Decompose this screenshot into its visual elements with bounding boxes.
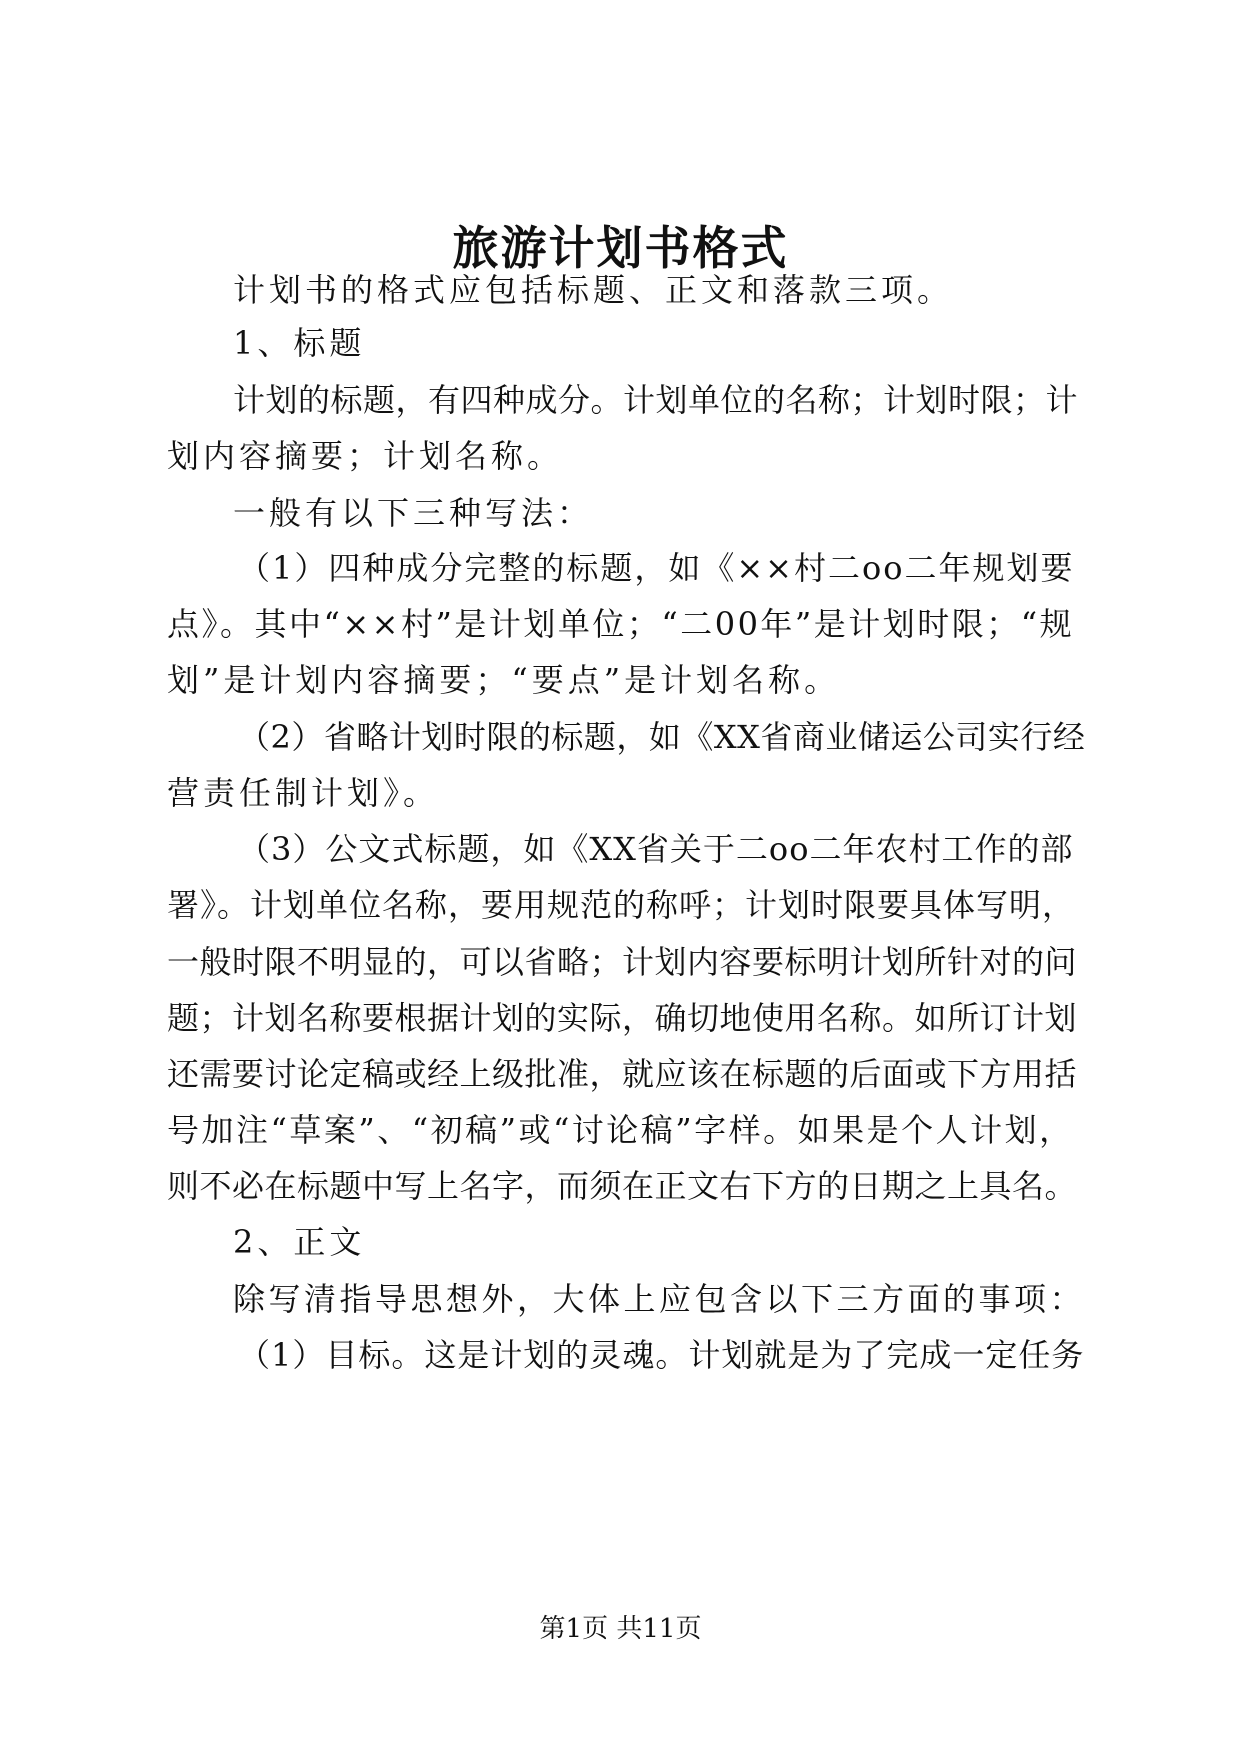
paragraph-line: 划内容摘要；计划名称。 — [167, 437, 564, 475]
paragraph-line: （2）省略计划时限的标题，如《XX省商业储运公司实行经 — [238, 718, 1086, 756]
paragraph-line: 营责任制计划》。 — [167, 774, 440, 812]
paragraph-line: 署》。计划单位名称，要用规范的称呼；计划时限要具体写明， — [167, 886, 1076, 924]
paragraph-line: 除写清指导思想外，大体上应包含以下三方面的事项： — [233, 1280, 1086, 1318]
paragraph-line: （1）四种成分完整的标题，如《××村二oo二年规划要 — [238, 549, 1075, 587]
paragraph-line: 划”是计划内容摘要；“要点”是计划名称。 — [167, 661, 841, 699]
paragraph-line: （1）目标。这是计划的灵魂。计划就是为了完成一定任务 — [238, 1336, 1085, 1374]
paragraph-line: 一般时限不明显的，可以省略；计划内容要标明计划所针对的问 — [167, 943, 1078, 981]
paragraph-line: 计划书的格式应包括标题、正文和落款三项。 — [233, 271, 954, 309]
paragraph-line: 点》。其中“××村”是计划单位；“二00年”是计划时限；“规 — [167, 605, 1075, 643]
paragraph-line: 计划的标题，有四种成分。计划单位的名称；计划时限；计 — [233, 381, 1079, 419]
paragraph-line: 号加注“草案”、“初稿”或“讨论稿”字样。如果是个人计划， — [167, 1111, 1074, 1149]
paragraph-line: 一般有以下三种写法： — [233, 494, 594, 532]
paragraph-line: 则不必在标题中写上名字，而须在正文右下方的日期之上具名。 — [167, 1167, 1078, 1205]
section-heading: 2、正文 — [233, 1223, 366, 1261]
page-footer: 第1页 共11页 — [539, 1614, 702, 1644]
paragraph-line: （3）公文式标题，如《XX省关于二oo二年农村工作的部 — [238, 830, 1074, 868]
paragraph-line: 题；计划名称要根据计划的实际，确切地使用名称。如所订计划 — [167, 999, 1078, 1037]
document-title: 旅游计划书格式 — [452, 221, 789, 275]
paragraph-line: 还需要讨论定稿或经上级批准，就应该在标题的后面或下方用括 — [167, 1055, 1078, 1093]
section-heading: 1、标题 — [233, 324, 366, 362]
